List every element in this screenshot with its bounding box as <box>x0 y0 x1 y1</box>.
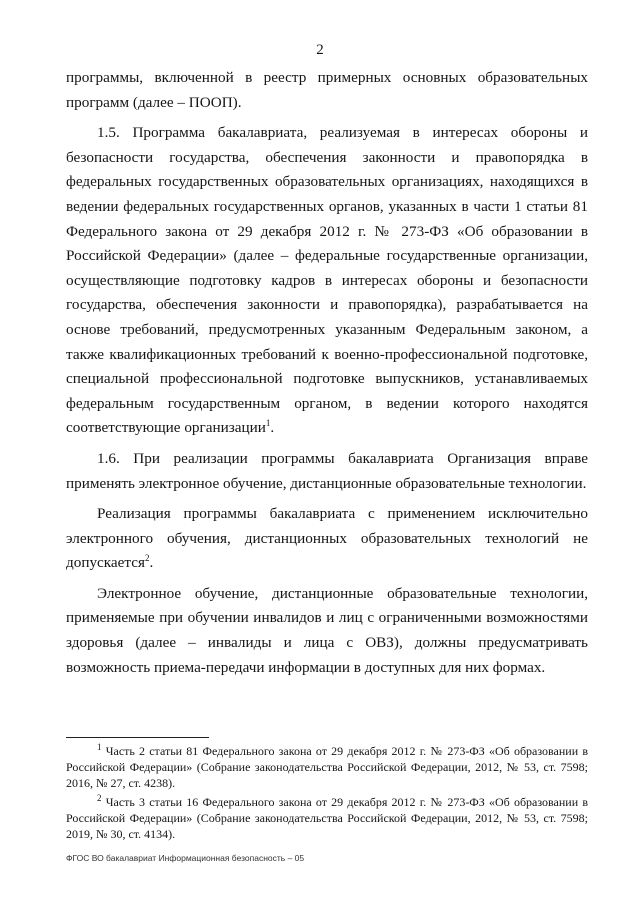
paragraph-1-5: 1.5. Программа бакалавриата, реализуемая в интересах обороны и безопасности государства, обеспечения законности и правопорядка в федеральных государственных образовательных организациях, находящихся в ведении федеральных государственных органов, указанных в части 1 статьи 81 Федерального закона от 29 декабря 2012 г. № 273-ФЗ «Об образовании в Российской Федерации» (далее – федеральные государственные организации, осуществляющие подготовку кадров в интересах обороны и безопасности государства, обеспечения законности и правопорядка), разрабатывается на основе требований, предусмотренных указанным Федеральным законом, а также квалификационных требований к военно-профессиональной подготовке, специальной профессиональной подготовке выпускников, устанавливаемых федеральным государственным органом, в ведении которого находятся соответствующие организации$^1$. <box>66 124 588 437</box>
paragraph-text: программы, включенной в реестр примерных основных образовательных программ (далее – ПООП). <box>66 69 588 111</box>
footnote-separator <box>66 737 209 738</box>
footnote-2 <box>66 794 588 843</box>
footnote-mark: 2 <box>97 792 102 803</box>
paragraph-e-learning <box>66 582 588 680</box>
footnote-text: Часть 2 статьи 81 Федерального закона от 29 декабря 2012 г. № 273-ФЗ «Об образовании в Российской Федерации» (Собрание законодательства Российской Федерации, 2012, № 53, ст. 7598; 2016, № 27, ст. 4238). <box>66 744 588 791</box>
footnote-1 <box>66 743 588 792</box>
footnotes <box>66 743 588 844</box>
paragraph-tail: . <box>149 554 154 572</box>
document-body <box>66 66 588 686</box>
footnote-text: Часть 3 статьи 16 Федерального закона от 29 декабря 2012 г. № 273-ФЗ «Об образовании в Российской Федерации» (Собрание законодательства Российской Федерации, 2012, № 53, ст. 7598; 2019, № 30, ст. 4134). <box>66 794 588 842</box>
paragraph-text: Электронное обучение, дистанционные образовательные технологии, применяемые при обучении инвалидов и лиц с ограниченными возможностями здоровья (далее – инвалиды и лица с ОВЗ), должны предусматривать возможность приема-передачи информации в доступных для них формах. <box>66 584 588 676</box>
footnote-ref-2[interactable]: 2 <box>144 553 150 564</box>
page-footer: ФГОС ВО бакалавриат Информационная безопасность – 05 <box>66 853 305 863</box>
paragraph-text: Реализация программы бакалавриата с применением исключительно электронного обучения, дистанционных образовательных технологий не допускается <box>66 505 588 572</box>
footnote-mark: 1 <box>97 742 102 752</box>
paragraph-implementation <box>66 502 588 576</box>
page-number: 2 <box>316 42 324 58</box>
paragraph-text: 1.6. При реализации программы бакалавриата Организация вправе применять электронное обучение, дистанционные образовательные технологии. <box>66 449 588 492</box>
paragraph-1-6 <box>66 447 588 496</box>
paragraph-text: 1.5. Программа бакалавриата, реализуемая в интересах обороны и безопасности государства, обеспечения законности и правопорядка в федеральных государственных образовательных организациях, находящихся в ведении федеральных государственных органов, указанных в части 1 статьи 81 Федерального закона от 29 декабря 2012 г. № 273-ФЗ «Об образовании в Российской Федерации» (далее – федеральные государственные организации, осуществляющие подготовку кадров в интересах обороны и безопасности государства, обеспечения законности и правопорядка), разрабатывается на основе требований, предусмотренных указанным Федеральным законом, а также квалификационных требований к военно-профессиональной подготовке, специальной профессиональной подготовке выпускников, устанавливаемых федеральным государственным органом, в ведении которого находятся соответствующие организации <box>66 124 588 437</box>
footnote-ref-1[interactable]: 1 <box>265 418 271 429</box>
paragraph-poop <box>66 66 588 115</box>
